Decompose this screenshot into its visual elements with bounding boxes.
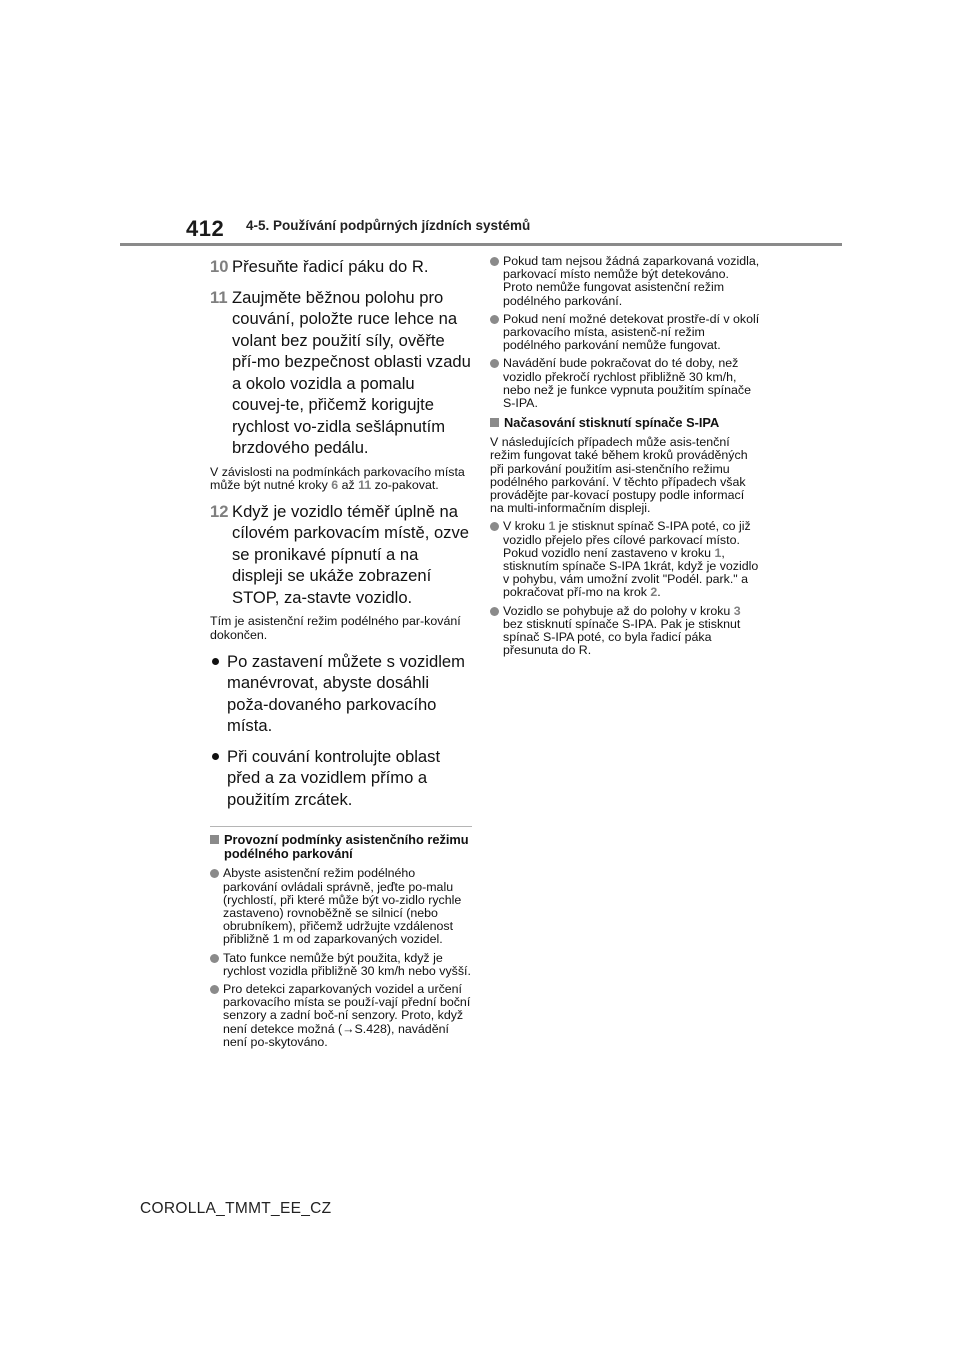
step-ref: 1: [714, 545, 722, 560]
list-item: [490, 313, 760, 353]
circle-bullet-icon: [490, 357, 503, 410]
step-text: Když je vozidlo téměř úplně na cílovém parkovacím místě, ozve se pronikavé pípnutí a na displeji se ukáže zobrazení STOP, za-stavte vozidlo.: [232, 501, 469, 607]
step-11: [210, 287, 472, 459]
note-text: zo-pakovat.: [371, 477, 439, 492]
step-ref: 1: [548, 519, 556, 534]
section-paragraph: V následujících případech může asis-tenční režim fungovat také během kroků prováděných při parkování použitím asi-stenčního režimu podélného parkování. V těchto případech však provádějte par-kovací postupy podle informací na multi-informačním displeji.: [490, 435, 748, 516]
step-number: 11: [210, 287, 228, 307]
list-item: [210, 983, 472, 1049]
circle-bullet-icon: [210, 983, 223, 1049]
step-ref: 3: [733, 603, 741, 618]
step-number: 12: [210, 501, 229, 521]
text-run: bez stisknutí spínače S-IPA. Pak je stisknut spínač S-IPA poté, co byla řadicí páka přesunuta do R.: [503, 616, 741, 658]
list-item-text: [503, 605, 760, 658]
step-ref: 11: [358, 477, 372, 492]
square-marker-icon: [490, 416, 504, 430]
text-run: je stisknut spínač S-IPA poté, co již vozidlo přejelo přes cílové parkovací místo. Pokud vozidlo není zastaveno v kroku: [503, 519, 751, 560]
section-title: 4-5. Používání podpůrných jízdních systémů: [246, 218, 531, 233]
circle-bullet-icon: [490, 605, 503, 658]
right-column: [490, 255, 760, 662]
text-run: V kroku: [503, 519, 549, 534]
list-item: [490, 520, 760, 599]
left-column: [210, 256, 472, 1054]
list-item-text: [503, 520, 760, 599]
square-marker-icon: [210, 833, 224, 861]
list-item: [210, 952, 472, 978]
step-10: [210, 256, 472, 278]
circle-bullet-icon: [490, 313, 503, 353]
step-ref: 2: [650, 585, 658, 600]
list-item-text: Navádění bude pokračovat do té doby, než vozidlo překročí rychlost přibližně 30 km/h, nebo než je funkce vypnuta použitím spínače S-IPA.: [503, 356, 751, 411]
list-item: [490, 255, 760, 308]
circle-bullet-icon: [490, 255, 503, 308]
list-item: [490, 605, 760, 658]
note-text: V závislosti na podmínkách parkovacího místa může být nutné kroky: [210, 464, 465, 492]
document-code: COROLLA_TMMT_EE_CZ: [140, 1200, 332, 1217]
note-complete: Tím je asistenční režim podélného par-kování dokončen.: [210, 614, 461, 642]
list-item-text: Pokud není možné detekovat prostře-dí v okolí parkovacího místa, asistenč-ní režim podélného parkování nemůže fungovat.: [503, 311, 760, 353]
page-number: 412: [186, 216, 225, 241]
header-rule: [120, 243, 842, 246]
divider: [210, 826, 472, 827]
step-number: 10: [210, 257, 229, 276]
list-item-text: Pokud tam nejsou žádná zaparkovaná vozidla, parkovací místo nemůže být detekováno. Proto nemůže fungovat asistenční režim podélného parkování.: [503, 254, 760, 308]
list-item-text: Pro detekci zaparkovaných vozidel a určení parkovacího místa se použí-vají přední boční senzory a zadní boč-ní senzory. Proto, když není detekce možná (→S.428), navádění není po-skytováno.: [223, 981, 471, 1049]
list-item: [210, 746, 472, 811]
step-ref: 6: [331, 477, 339, 492]
list-item-text: Abyste asistenční režim podélného parkování ovládali správně, jeďte po-malu (rychlostí, při které může být vo-zidlo rychle zastaveno) rovnoběžně se silnicí (nebo obrubníkem), přičemž udržujte vzdálenost přibližně 1 m od zaparkovaných vozidel.: [223, 866, 462, 947]
circle-bullet-icon: [210, 952, 223, 978]
circle-bullet-icon: [210, 867, 223, 946]
list-item-text: Po zastavení můžete s vozidlem manévrovat, abyste dosáhli poža-dovaného parkovacího místa.: [227, 651, 465, 736]
section-heading-text: Načasování stisknutí spínače S-IPA: [504, 415, 720, 431]
bullet-icon: [210, 746, 227, 811]
text-run: , stisknutím spínače S-IPA 1krát, když je vozidlo v pohybu, vám umožní zvolit "Podél. park." a pokračovat pří-mo na krok: [503, 545, 759, 600]
section-heading: [210, 833, 472, 861]
step-text: Zaujměte běžnou polohu pro couvání, položte ruce lehce na volant bez použití síly, ověřte pří-mo bezpečnost oblasti vzadu a okolo vozidla a pomalu couvej-te, přičemž korigujte rychlost vo-zidla sešlápnutím brzdového pedálu.: [232, 287, 471, 457]
text-run: Vozidlo se pohybuje až do polohy v kroku: [503, 603, 734, 618]
circle-bullet-icon: [490, 520, 503, 599]
section-heading-text: Provozní podmínky asistenčního režimu podélného parkování: [224, 832, 469, 862]
text-run: .: [657, 585, 661, 600]
step-12: [210, 501, 472, 609]
list-item: [210, 867, 472, 946]
list-item-text: Tato funkce nemůže být použita, když je rychlost vozidla přibližně 30 km/h nebo vyšší.: [223, 950, 471, 978]
section-heading: [490, 416, 760, 430]
bullet-icon: [210, 651, 227, 737]
note-text: až: [338, 477, 359, 492]
list-item: [490, 357, 760, 410]
list-item: [210, 651, 472, 737]
note-repeat-steps: [210, 466, 472, 492]
list-item-text: Při couvání kontrolujte oblast před a za vozidlem přímo a použitím zrcátek.: [227, 746, 441, 809]
step-text: Přesuňte řadicí páku do R.: [232, 257, 429, 276]
